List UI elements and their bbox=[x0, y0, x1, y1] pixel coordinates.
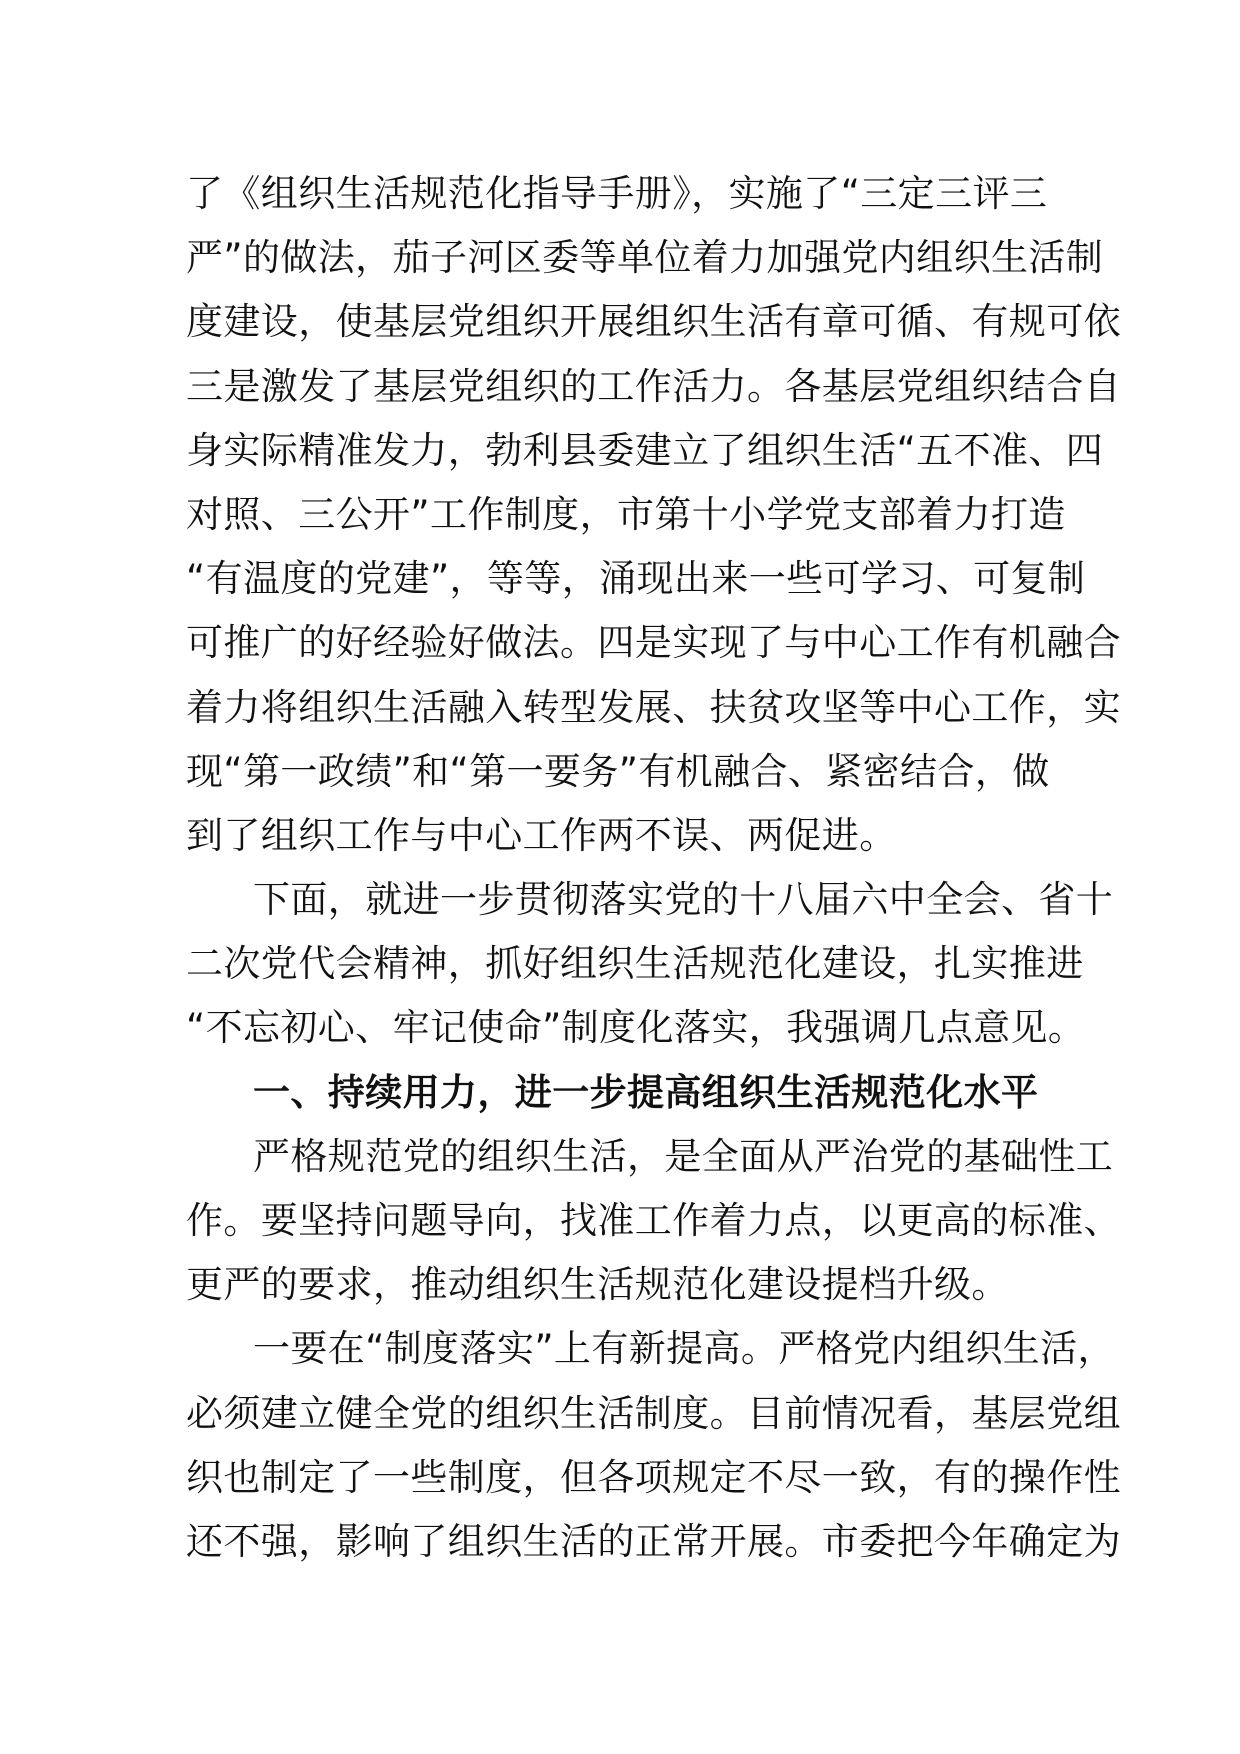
text-line: 严”的做法，茄子河区委等单位着力加强党内组织生活制 bbox=[186, 236, 1104, 280]
body-text bbox=[186, 162, 1121, 1574]
text-line: 二次党代会精神，抓好组织生活规范化建设，扎实推进 bbox=[186, 942, 1084, 986]
text-line: 三是激发了基层党组织的工作活力。各基层党组织结合自 bbox=[186, 364, 1121, 408]
text-line: 了《组织生活规范化指导手册》，实施了“三定三评三 bbox=[186, 172, 1048, 215]
text-line: 现“第一政绩”和“第一要务”有机融合、紧密结合，做 bbox=[186, 749, 1050, 793]
section-heading: 一、持续用力，进一步提高组织生活规范化水平 bbox=[253, 1070, 1039, 1114]
text-line: 必须建立健全党的组织生活制度。目前情况看，基层党组 bbox=[186, 1391, 1121, 1435]
text-line: 作。要坚持问题导向，找准工作着力点，以更高的标准、 bbox=[186, 1199, 1121, 1242]
text-line: 着力将组织生活融入转型发展、扶贫攻坚等中心工作，实 bbox=[186, 685, 1121, 729]
paragraph-first-line: 严格规范党的组织生活，是全面从严治党的基础性工 bbox=[253, 1134, 1114, 1178]
text-line: 织也制定了一些制度，但各项规定不尽一致，有的操作性 bbox=[186, 1455, 1121, 1499]
text-line: 可推广的好经验好做法。四是实现了与中心工作有机融合 bbox=[186, 621, 1121, 665]
paragraph-first-line: 一要在“制度落实”上有新提高。严格党内组织生活， bbox=[253, 1327, 1115, 1371]
text-line: “不忘初心、牢记使命”制度化落实，我强调几点意见。 bbox=[186, 1006, 1086, 1050]
text-line: 度建设，使基层党组织开展组织生活有章可循、有规可依 bbox=[186, 300, 1121, 344]
paragraph-first-line: 下面，就进一步贯彻落实党的十八届六中全会、省十 bbox=[253, 878, 1114, 922]
text-line: 到了组织工作与中心工作两不误、两促进。 bbox=[186, 813, 897, 857]
text-line: 更严的要求，推动组织生活规范化建设提档升级。 bbox=[186, 1263, 1009, 1307]
text-line: 对照、三公开”工作制度，市第十小学党支部着力打造 bbox=[186, 492, 1066, 536]
text-line: 身实际精准发力，勃利县委建立了组织生活“五不准、四 bbox=[186, 428, 1104, 472]
text-line: “有温度的党建”，等等，涌现出来一些可学习、可复制 bbox=[186, 557, 1086, 601]
text-line: 还不强，影响了组织生活的正常开展。市委把今年确定为 bbox=[186, 1519, 1121, 1563]
